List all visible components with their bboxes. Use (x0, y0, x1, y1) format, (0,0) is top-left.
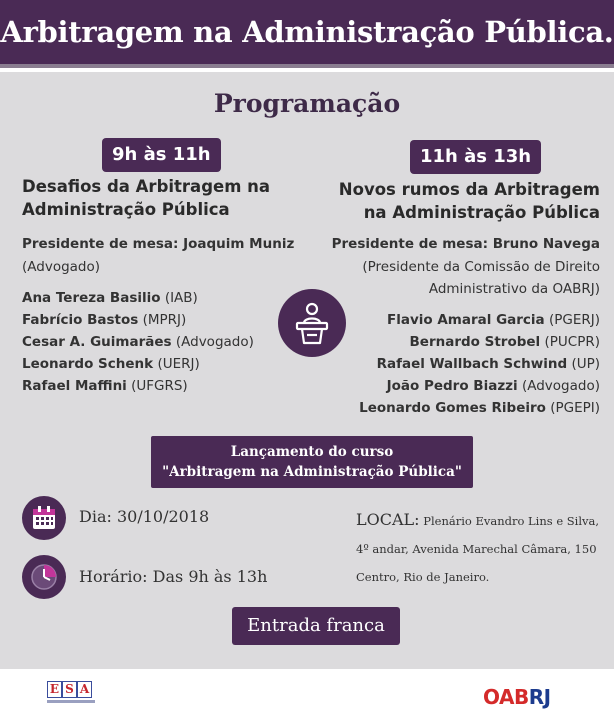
speaker (22, 309, 186, 332)
right-time-badge: 11h às 13h (410, 140, 541, 174)
header-banner (0, 0, 614, 68)
speaker (22, 353, 200, 376)
oabrj-logo (483, 685, 551, 709)
footer (0, 669, 614, 716)
right-session-line: Novos rumos da Arbitragem (338, 180, 600, 199)
event-date: Dia: 30/10/2018 (79, 507, 210, 526)
esa-letter: S (62, 681, 77, 698)
speaker-name: Cesar A. Guimarães (22, 334, 172, 350)
left-session-line: Administração Pública (22, 200, 230, 219)
launch-line: "Arbitragem na Administração Pública" (162, 464, 462, 480)
speaker-org: (UERJ) (157, 356, 200, 372)
course-launch-box (151, 436, 473, 488)
speaker-org: (MPRJ) (142, 312, 187, 328)
speaker (377, 353, 600, 376)
right-president-role: (Presidente da Comissão de Direito (362, 259, 600, 275)
speaker-org: (UFGRS) (131, 378, 188, 394)
speaker-org: (PGEPI) (550, 400, 600, 416)
right-president-label: Presidente de mesa: Bruno Navega (331, 236, 600, 252)
speaker-name: Fabrício Bastos (22, 312, 139, 328)
location-line: 4º andar, Avenida Marechal Câmara, 150 (356, 542, 597, 556)
speaker-org: (PGERJ) (548, 312, 600, 328)
speaker-name: Bernardo Strobel (409, 334, 541, 350)
right-president-role: Administrativo da OABRJ) (428, 281, 600, 297)
speaker-org: (Advogado) (175, 334, 254, 350)
location-line: Centro, Rio de Janeiro. (356, 570, 490, 584)
esa-letter: A (77, 681, 92, 698)
left-president-label: Presidente de mesa: Joaquim Muniz (22, 236, 295, 252)
podium-icon (278, 289, 346, 357)
calendar-icon (22, 496, 66, 540)
right-session-title (339, 178, 600, 224)
program-title: Programação (213, 89, 401, 118)
speaker-org: (IAB) (164, 290, 198, 306)
speaker-org: (Advogado) (521, 378, 600, 394)
speaker (387, 309, 600, 332)
event-location (356, 506, 606, 591)
esa-letter: E (47, 681, 62, 698)
speaker-name: João Pedro Biazzi (386, 378, 518, 394)
speaker-name: Leonardo Gomes Ribeiro (359, 400, 546, 416)
speaker-name: Ana Tereza Basilio (22, 290, 161, 306)
oab-prefix: OAB (483, 685, 529, 709)
speaker (22, 331, 254, 354)
speaker-name: Flavio Amaral Garcia (387, 312, 545, 328)
speaker-org: (UP) (571, 356, 600, 372)
speaker-org: (PUCPR) (544, 334, 600, 350)
event-time: Horário: Das 9h às 13h (79, 567, 268, 586)
oab-suffix: RJ (528, 685, 551, 709)
page-title: Arbitragem na Administração Pública. (0, 15, 614, 49)
location-line: Plenário Evandro Lins e Silva, (423, 514, 600, 528)
speaker-name: Rafael Wallbach Schwind (376, 356, 568, 372)
speaker-name: Leonardo Schenk (22, 356, 154, 372)
left-session-line: Desafios da Arbitragem na (22, 177, 271, 196)
left-time-badge: 9h às 11h (102, 138, 221, 172)
esa-logo (47, 681, 92, 698)
left-president-role: (Advogado) (22, 259, 101, 275)
clock-icon (22, 555, 66, 599)
speaker (410, 331, 601, 354)
left-session-title (22, 175, 270, 221)
speaker (387, 375, 600, 398)
speaker-name: Rafael Maffini (22, 378, 127, 394)
speaker (22, 375, 188, 398)
location-label: LOCAL: (356, 510, 420, 529)
left-president (22, 233, 294, 256)
right-president (332, 233, 600, 256)
free-entry-badge: Entrada franca (232, 607, 400, 645)
speaker (22, 287, 198, 310)
esa-logo-underline (47, 700, 95, 703)
launch-line: Lançamento do curso (230, 444, 394, 460)
right-session-line: na Administração Pública (363, 203, 600, 222)
speaker (359, 397, 600, 420)
